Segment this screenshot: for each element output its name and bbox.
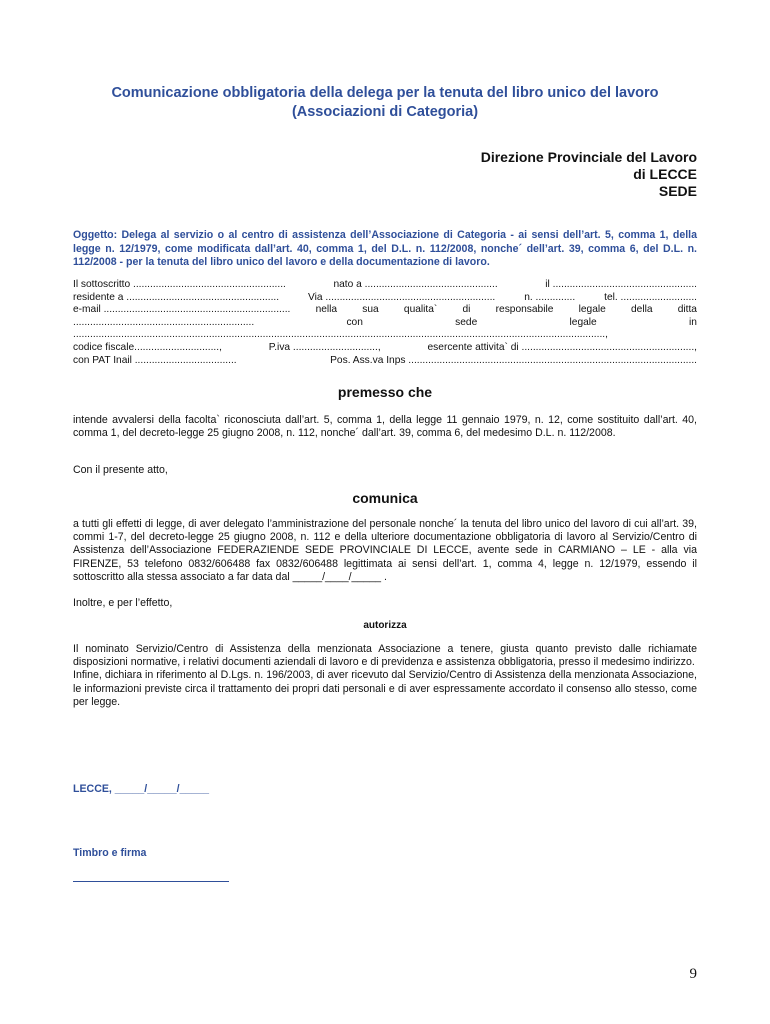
addressee-line-1: Direzione Provinciale del Lavoro: [480, 149, 697, 165]
word: legale: [578, 304, 606, 316]
word: in: [689, 316, 697, 328]
field-birthplace: nato a ...............................................: [333, 279, 498, 290]
premesso-heading: premesso che: [337, 384, 433, 400]
signature-line: [73, 881, 229, 882]
field-residence: residente a ......................................................: [73, 291, 280, 303]
autorizza-heading: autorizza: [363, 620, 407, 631]
document-title: [60, 84, 710, 122]
field-birthdate: il ...................................................: [545, 279, 697, 290]
field-line-inail: [73, 355, 697, 368]
field-activity: esercente attivita` di .............................................................,: [427, 341, 697, 353]
field-street: Via ............................................................: [308, 291, 496, 303]
title-line-2: (Associazioni di Categoria): [291, 104, 479, 120]
word: sua: [362, 304, 379, 316]
field-inps: Pos. Ass.va Inps ......................................................................................................: [330, 354, 697, 366]
field-pat-inail: con PAT Inail ....................................: [73, 354, 237, 366]
addressee-line-2: di LECCE: [633, 166, 697, 182]
word: qualita`: [403, 304, 438, 316]
word: responsabile: [495, 304, 554, 316]
autorizza-paragraph: [73, 643, 697, 709]
field-vat: P.iva ..............................,: [268, 341, 381, 353]
comunica-paragraph: [73, 518, 697, 584]
addressee-line-3: SEDE: [658, 183, 697, 199]
page-number: 9: [689, 966, 697, 982]
field-line-residence: [73, 292, 697, 305]
premesso-closing: Con il presente atto,: [73, 464, 168, 476]
word: di: [462, 304, 471, 316]
subject-paragraph: Oggetto: Delega al servizio o al centro di assistenza dell’Associazione di Categoria - ai sensi dell’art. 5, comma 1, della legge n. 12/1979, come modificata dall’art. 40, comma 1, del D.L. n. 112/2008, nonche´ dell’art. 39, comma 6, del D.L. n. 112/2008 - per la tenuta del libro unico del lavoro e della documentazione di lavoro.: [73, 229, 697, 268]
word: sede: [455, 316, 478, 328]
field-name: Il sottoscritto ......................................................: [73, 279, 286, 290]
word: legale: [569, 316, 597, 328]
autorizza-text-2: Infine, dichiara in riferimento al D.Lgs. n. 196/2003, di aver ricevuto dal Servizio/Centro di Assistenza della menzionata Associazione, le informazioni previste circa il trattamento dei propri dati personali e di aver espressamente accordato il consenso allo stesso, come per legge.: [73, 669, 697, 708]
comunica-text: a tutti gli effetti di legge, di aver delegato l’amministrazione del personale nonche´ la tenuta del libro unico del lavoro di cui all’art. 39, commi 1-7, del decreto-legge 25 giugno 2008, n. 112 e della ulteriore documentazione obbligatoria di lavoro al Servizio/Centro di Assistenza dell’Associazione FEDERAZIENDE SEDE PROVINCIALE DI LECCE, avente sede in CARMIANO – LE - alla via FIRENZE, 53 telefono 0832/606488 fax 0832/606488 legittimata ai sensi dell’art. 1, comma 4, legge n. 12/1979, essendo il sottoscritto alla stessa associato a far data dal _____/____/_____ .: [73, 518, 697, 583]
field-line-tax: [73, 342, 697, 355]
word: con: [346, 316, 363, 328]
autorizza-text-1: Il nominato Servizio/Centro di Assistenza della menzionata Associazione a tenere, giusta quanto previsto dalle richiamate disposizioni normative, i relativi documenti aziendali di lavoro e di previdenza e assistenza obbligatoria, presso il medesimo indirizzo.: [73, 643, 697, 669]
field-line-email: [73, 304, 697, 317]
field-street-number: n. ..............: [524, 291, 576, 303]
field-line-office: [73, 329, 697, 342]
place-date: LECCE, _____/_____/_____: [73, 783, 210, 795]
stamp-signature-label: Timbro e firma: [73, 847, 147, 859]
word: ditta: [677, 304, 697, 316]
field-tax-code: codice fiscale..............................,: [73, 341, 222, 353]
word: nella: [315, 304, 338, 316]
addressee-block: [481, 149, 697, 200]
field-phone: tel. ...........................: [604, 291, 697, 303]
declarant-fields: [73, 279, 697, 367]
word: della: [631, 304, 653, 316]
field-email: e-mail ..................................................................: [73, 304, 291, 316]
premesso-paragraph: [73, 414, 697, 440]
comunica-heading: comunica: [352, 490, 418, 506]
field-line-name: [73, 279, 697, 292]
field-office: ............................................................................................................................................................................................,: [73, 329, 608, 341]
premesso-text: intende avvalersi della facolta` riconosciuta dall’art. 5, comma 1, della legge 11 gennaio 1979, n. 12, come sostituito dall’art. 40, comma 1, del decreto-legge 25 giugno 2008, n. 112, nonche´ dall’art. 39, comma 6, del medesimo D.L. n. 112/2008.: [73, 414, 697, 440]
title-line-1: Comunicazione obbligatoria della delega per la tenuta del libro unico del lavoro: [111, 85, 659, 101]
field-line-company: [73, 317, 697, 330]
field-company: ................................................................: [73, 316, 255, 328]
comunica-closing: Inoltre, e per l’effetto,: [73, 597, 173, 609]
